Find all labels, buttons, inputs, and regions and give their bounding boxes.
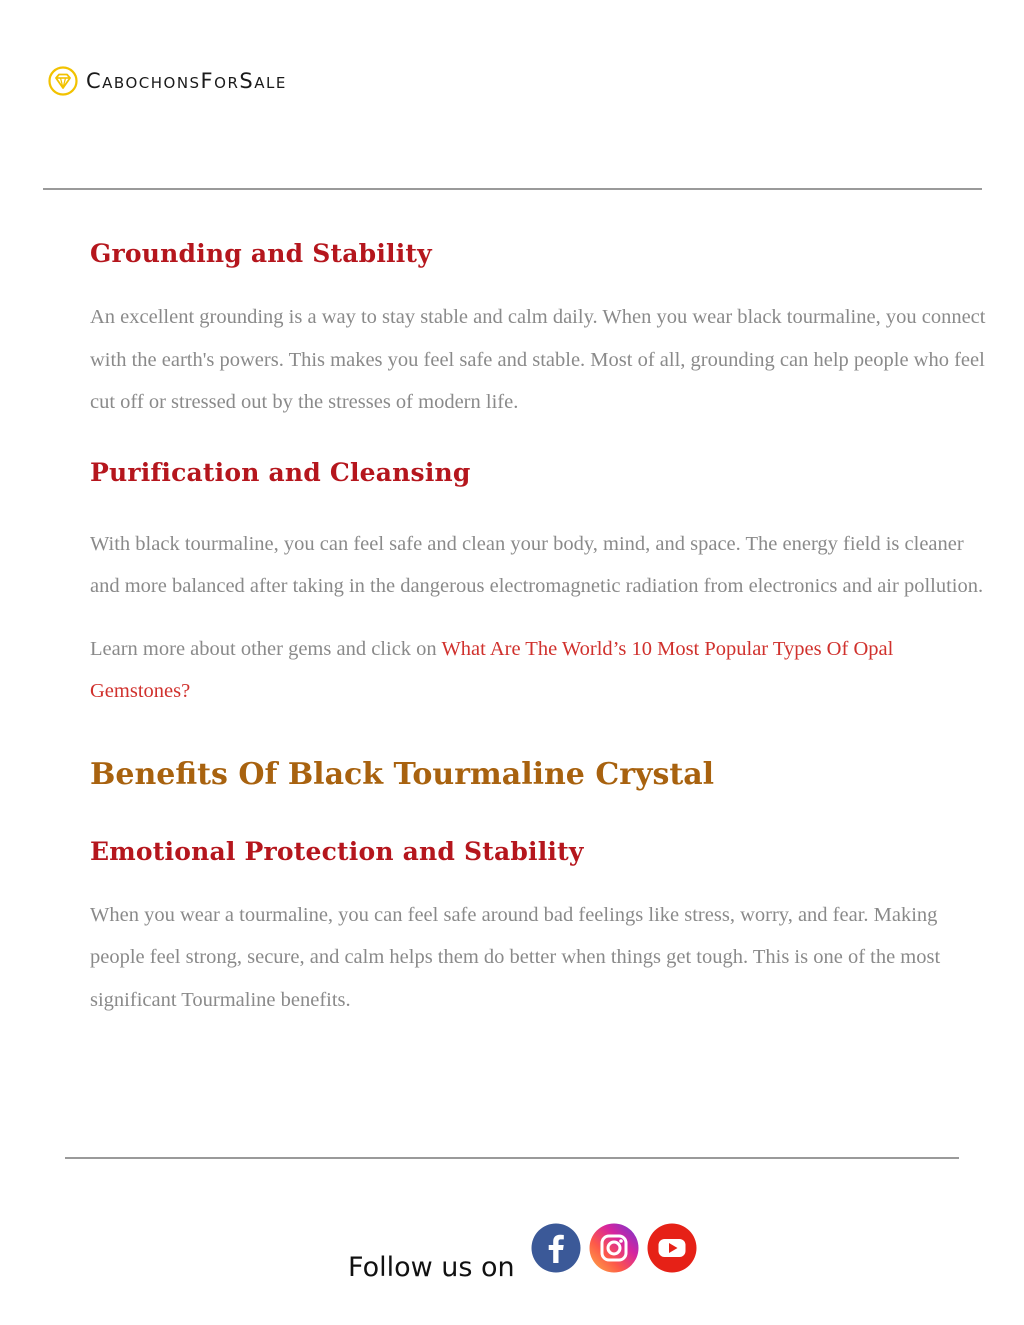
article-content: [90, 232, 995, 1021]
youtube-icon[interactable]: [647, 1223, 697, 1273]
footer-divider: [65, 1157, 959, 1159]
opal-article-link[interactable]: What Are The World’s 10 Most Popular Types Of Opal Gemstones?: [90, 637, 894, 702]
instagram-icon[interactable]: [589, 1223, 639, 1273]
benefits-heading: Benefits Of Black Tourmaline Crystal: [90, 756, 715, 792]
grounding-heading: Grounding and Stability: [90, 239, 432, 268]
brand-logo[interactable]: [48, 66, 287, 96]
learn-more-paragraph: [90, 628, 995, 713]
purification-paragraph: With black tourmaline, you can feel safe and clean your body, mind, and space. The energy field is cleaner and more balanced after taking in the dangerous electromagnetic radiation from electronics and air pollution.: [90, 532, 984, 597]
follow-label: Follow us on: [348, 1252, 515, 1283]
social-links: [531, 1223, 697, 1273]
grounding-paragraph: An excellent grounding is a way to stay stable and calm daily. When you wear black tourmaline, you connect with the earth's powers. This makes you feel safe and stable. Most of all, grounding can help people who feel cut off or stressed out by the stresses of modern life.: [90, 306, 986, 413]
follow-us: [348, 1212, 697, 1283]
purification-heading: Purification and Cleansing: [90, 457, 471, 487]
emotional-paragraph: When you wear a tourmaline, you can feel safe around bad feelings like stress, worry, and fear. Making people feel strong, secure, and calm helps them do better when things get tough. This is one of the most significant Tourmaline benefits.: [90, 903, 941, 1011]
gem-logo-icon: [48, 66, 78, 96]
header-divider: [43, 188, 982, 190]
facebook-icon[interactable]: [531, 1223, 581, 1273]
brand-name: CabochonsForSale: [86, 69, 287, 93]
learn-more-prefix: Learn more about other gems and click on: [90, 637, 442, 660]
emotional-heading: Emotional Protection and Stability: [90, 836, 584, 866]
